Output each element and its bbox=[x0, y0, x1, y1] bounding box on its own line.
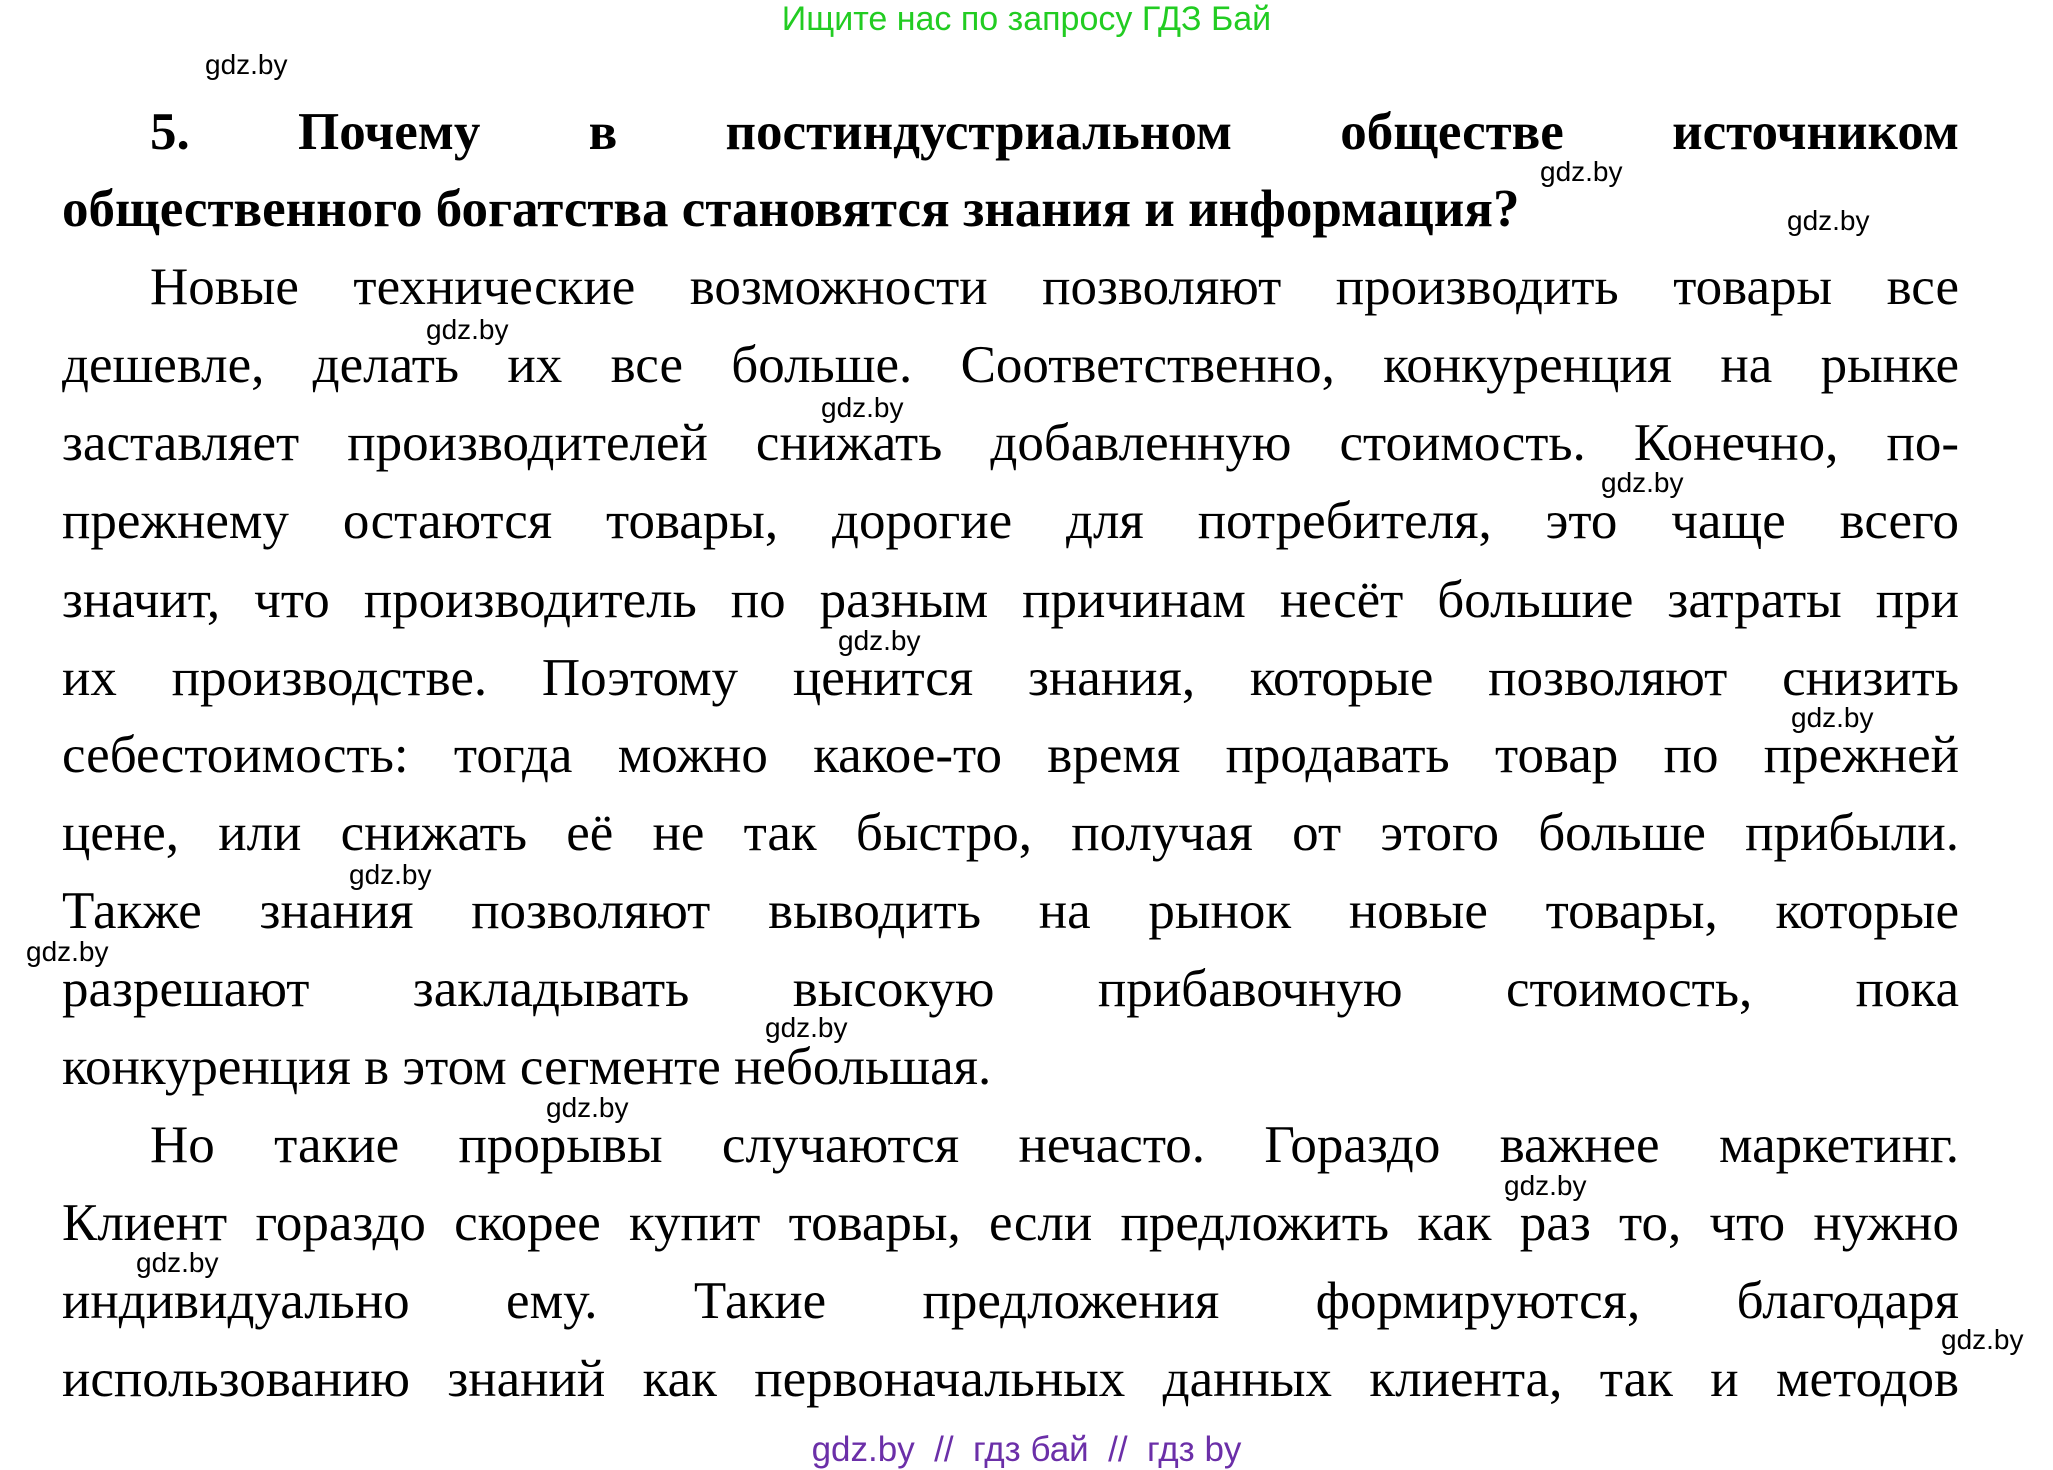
watermark: gdz.by bbox=[821, 392, 904, 423]
watermark: gdz.by bbox=[838, 625, 921, 656]
answer-line: дешевле, делать их все больше. Соответственно, конкуренция на рынке bbox=[62, 336, 1959, 394]
answer-line: себестоимость: тогда можно какое-то время продавать товар по прежней bbox=[62, 726, 1959, 784]
watermark: gdz.by bbox=[1601, 467, 1684, 498]
watermark: gdz.by bbox=[349, 859, 432, 890]
question-line-2: общественного богатства становятся знания и информация? bbox=[62, 180, 1520, 238]
watermark: gdz.by bbox=[1504, 1170, 1587, 1201]
answer-line: заставляет производителей снижать добавленную стоимость. Конечно, по- bbox=[62, 414, 1959, 472]
watermark: gdz.by bbox=[1787, 205, 1870, 236]
footer-links: gdz.by // гдз бай // гдз by bbox=[811, 1430, 1242, 1469]
search-banner: Ищите нас по запросу ГДЗ Бай bbox=[781, 0, 1272, 38]
answer-line: значит, что производитель по разным причинам несёт большие затраты при bbox=[62, 571, 1959, 629]
answer-line: их производстве. Поэтому ценится знания, которые позволяют снизить bbox=[62, 649, 1959, 707]
watermark: gdz.by bbox=[546, 1092, 629, 1123]
watermark: gdz.by bbox=[1791, 702, 1874, 733]
answer-line: прежнему остаются товары, дорогие для потребителя, это чаще всего bbox=[62, 492, 1959, 550]
watermark: gdz.by bbox=[1941, 1324, 2024, 1355]
answer-line: разрешают закладывать высокую прибавочную стоимость, пока bbox=[62, 960, 1959, 1018]
watermark: gdz.by bbox=[136, 1247, 219, 1278]
answer-line: Клиент гораздо скорее купит товары, если предложить как раз то, что нужно bbox=[62, 1194, 1959, 1252]
watermark: gdz.by bbox=[1540, 156, 1623, 187]
watermark: gdz.by bbox=[26, 936, 109, 967]
answer-line: конкуренция в этом сегменте небольшая. bbox=[62, 1038, 992, 1096]
answer-line: цене, или снижать её не так быстро, получая от этого больше прибыли. bbox=[62, 804, 1959, 862]
answer-line: Также знания позволяют выводить на рынок новые товары, которые bbox=[62, 882, 1959, 940]
answer-line: Но такие прорывы случаются нечасто. Гораздо важнее маркетинг. bbox=[150, 1116, 1959, 1174]
watermark: gdz.by bbox=[426, 314, 509, 345]
question-line-1: 5. Почему в постиндустриальном обществе источником bbox=[150, 103, 1959, 161]
answer-line: использованию знаний как первоначальных данных клиента, так и методов bbox=[62, 1350, 1959, 1408]
watermark: gdz.by bbox=[205, 49, 288, 80]
answer-line: индивидуально ему. Такие предложения формируются, благодаря bbox=[62, 1272, 1959, 1330]
answer-line: Новые технические возможности позволяют производить товары все bbox=[150, 258, 1959, 316]
watermark: gdz.by bbox=[765, 1012, 848, 1043]
